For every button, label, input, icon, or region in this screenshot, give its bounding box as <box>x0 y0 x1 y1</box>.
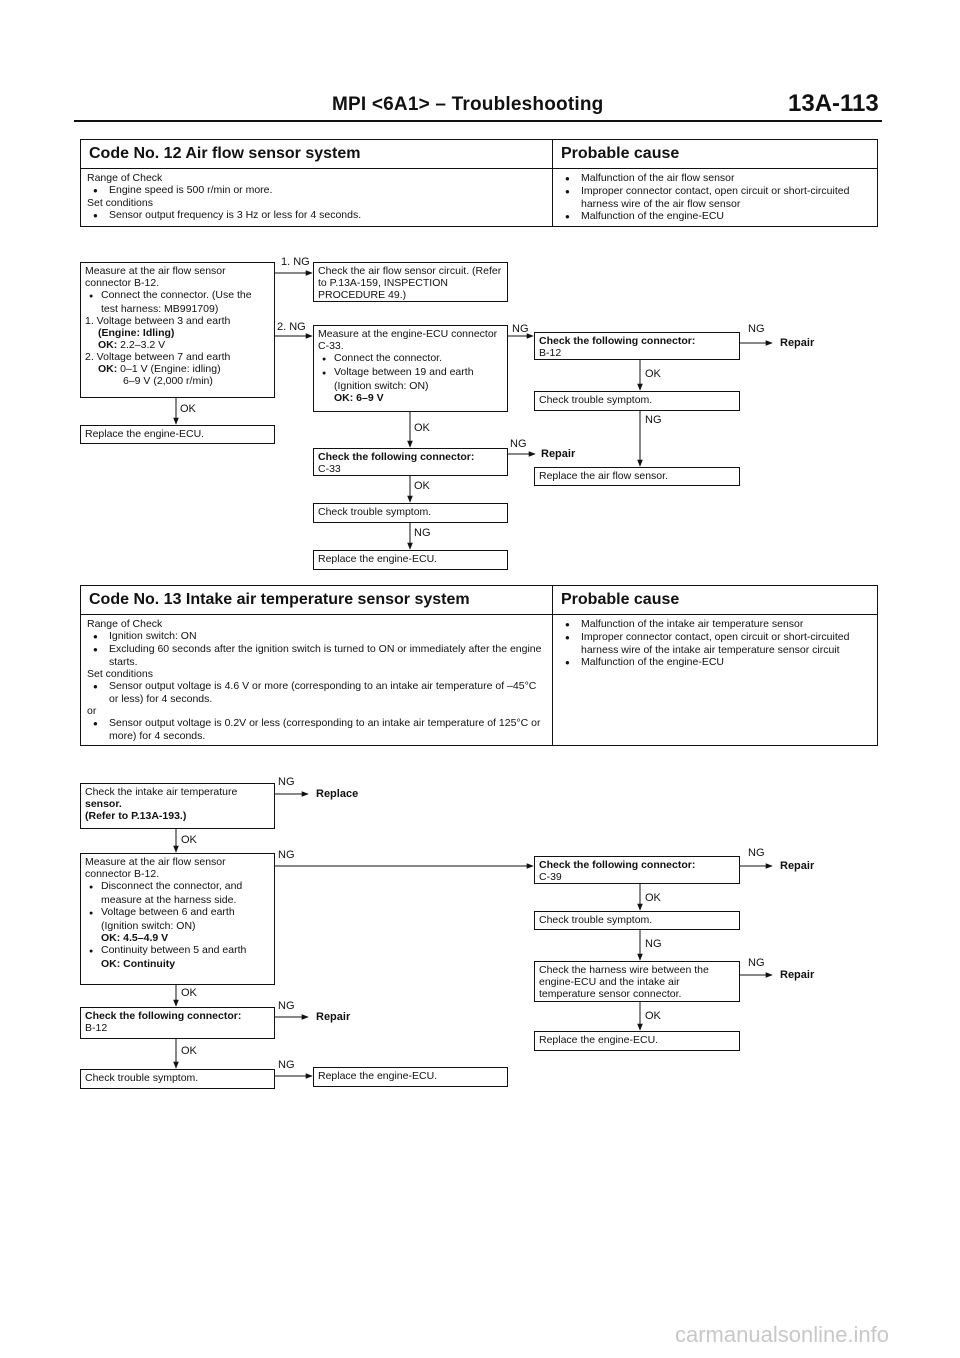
check-iat-text: sensor. <box>85 798 122 810</box>
code12-conditions <box>81 169 553 227</box>
ok-label: OK: <box>98 339 118 351</box>
measure-b12-bullet: ● Connect the connector. (Use the test harness: MB991709) <box>85 289 270 315</box>
check-connector-title: Check the following connector: <box>539 859 696 871</box>
measure-b12-item2-ok2: 6–9 V (2,000 r/min) <box>123 375 213 387</box>
measure-c33-ok: 6–9 V <box>356 392 384 404</box>
code13-or: or <box>87 705 97 717</box>
measure-c33-bullet: ● Voltage between 19 and earth <box>318 366 503 380</box>
branch-label: 1. NG <box>281 256 310 268</box>
code13-set-item: ● Sensor output voltage is 4.6 V or more (corresponding to an intake air temperature of –45°C or less) for 4 seconds. <box>87 680 546 705</box>
measure-b12-item1: 1. Voltage between 3 and earth <box>85 315 231 327</box>
measure-b12-item2-ok: 0–1 V (Engine: idling) <box>120 363 221 375</box>
measure-b12-ok2: Continuity <box>123 958 176 970</box>
code12-range-title: Range of Check <box>87 172 163 184</box>
flow12-check-symptom-right: Check trouble symptom. <box>534 391 740 411</box>
flow12-replace-ecu-left: Replace the engine-ECU. <box>80 425 275 444</box>
page-title: MPI <6A1> – Troubleshooting <box>332 94 604 115</box>
branch-label: OK <box>645 892 661 904</box>
branch-label: NG <box>645 414 662 426</box>
code13-set-title: Set conditions <box>87 668 153 680</box>
flow13-replace-ecu-right: Replace the engine-ECU. <box>534 1031 740 1051</box>
code12-set-item: ● Sensor output frequency is 3 Hz or less for 4 seconds. <box>87 209 546 222</box>
branch-label: OK <box>180 403 196 415</box>
branch-label: OK <box>181 1045 197 1057</box>
branch-label: NG <box>278 1000 295 1012</box>
code13-cause-item: ● Malfunction of the engine-ECU <box>559 656 871 669</box>
code12-cause-item: ● Malfunction of the engine-ECU <box>559 210 871 223</box>
code13-range-title: Range of Check <box>87 618 163 630</box>
measure-b12-ok: 4.5–4.9 V <box>123 932 169 944</box>
replace-action: Replace <box>316 788 359 800</box>
code13-causes <box>553 615 878 746</box>
code13-range-item: ● Ignition switch: ON <box>87 630 546 643</box>
repair-action: Repair <box>780 969 815 981</box>
flow12-check-c33-box <box>313 448 508 476</box>
check-connector-title: Check the following connector: <box>318 451 475 463</box>
code13-conditions <box>81 615 553 746</box>
branch-label: OK <box>645 368 661 380</box>
measure-b12-bullet: ● Continuity between 5 and earth <box>85 944 270 958</box>
code12-causes <box>553 169 878 227</box>
branch-label: OK <box>414 480 430 492</box>
branch-label: NG <box>278 776 295 788</box>
measure-b12-cond: (Ignition switch: ON) <box>101 920 196 932</box>
flow13-check-harness-box: Check the harness wire between the engine-ECU and the intake air temperature sensor connector. <box>534 961 740 1002</box>
branch-label: NG <box>278 1059 295 1071</box>
flow12-check-symptom-mid: Check trouble symptom. <box>313 503 508 523</box>
check-connector-id: B-12 <box>85 1022 108 1034</box>
flow13-replace-ecu-bottom: Replace the engine-ECU. <box>313 1067 508 1087</box>
measure-c33-text: Measure at the engine-ECU connector C-33. <box>318 328 498 352</box>
repair-action: Repair <box>316 1011 351 1023</box>
branch-label: NG <box>510 438 527 450</box>
code13-table <box>80 585 878 746</box>
branch-label: NG <box>748 957 765 969</box>
code12-table <box>80 139 878 227</box>
code13-range-item: ● Excluding 60 seconds after the ignition switch is turned to ON or immediately after the engine starts. <box>87 643 546 668</box>
code13-cause-title: Probable cause <box>553 586 878 615</box>
header-rule <box>74 120 882 122</box>
code12-cause-item: ● Improper connector contact, open circuit or short-circuited harness wire of the air flow sensor <box>559 185 871 210</box>
repair-action: Repair <box>541 448 576 460</box>
flow13-measure-b12-box <box>80 853 275 985</box>
check-connector-id: C-39 <box>539 871 562 883</box>
code13-cause-item: ● Improper connector contact, open circuit or short-circuited harness wire of the intake air temperature sensor circuit <box>559 631 871 656</box>
branch-label: NG <box>645 938 662 950</box>
measure-c33-bullet: ● Connect the connector. <box>318 352 503 366</box>
flow12-check-circuit-box: Check the air flow sensor circuit. (Refer to P.13A-159, INSPECTION PROCEDURE 49.) <box>313 262 508 302</box>
ok-label: OK: <box>334 392 354 404</box>
flow12-check-b12-box <box>534 332 740 360</box>
measure-c33-cond: (Ignition switch: ON) <box>334 380 429 392</box>
code13-cause-item: ● Malfunction of the intake air temperature sensor <box>559 618 871 631</box>
measure-b12-bullet: ● Disconnect the connector, and measure at the harness side. <box>85 880 270 906</box>
branch-label: OK <box>181 834 197 846</box>
check-iat-text: Check the intake air temperature <box>85 786 238 798</box>
code12-cause-item: ● Malfunction of the air flow sensor <box>559 172 871 185</box>
flow12-replace-ecu-mid: Replace the engine-ECU. <box>313 550 508 570</box>
flow13-check-symptom-left: Check trouble symptom. <box>80 1069 275 1089</box>
page-number: 13A-113 <box>788 90 879 117</box>
code13-title: Code No. 13 Intake air temperature sensor system <box>81 586 553 615</box>
branch-label: NG <box>748 323 765 335</box>
branch-label: 2. NG <box>277 321 306 333</box>
branch-label: NG <box>414 527 431 539</box>
measure-b12-item2: 2. Voltage between 7 and earth <box>85 351 231 363</box>
code13-set-item: ● Sensor output voltage is 0.2V or less (corresponding to an intake air temperature of 125°C or more) for 4 seconds. <box>87 717 546 742</box>
check-iat-ref: (Refer to P.13A-193.) <box>85 810 187 822</box>
flow12-measure-b12-box <box>80 262 275 398</box>
branch-label: OK <box>181 987 197 999</box>
flow13-check-symptom-right: Check trouble symptom. <box>534 911 740 930</box>
ok-label: OK: <box>101 958 121 970</box>
measure-b12-text: Measure at the air flow sensor connector B-12. <box>85 265 226 289</box>
code12-cause-title: Probable cause <box>553 140 878 169</box>
check-connector-title: Check the following connector: <box>539 335 696 347</box>
measure-b12-item1-cond: (Engine: Idling) <box>98 327 175 339</box>
branch-label: OK <box>645 1010 661 1022</box>
watermark: carmanualsonline.info <box>675 1322 890 1347</box>
code12-set-title: Set conditions <box>87 197 153 209</box>
ok-label: OK: <box>98 363 118 375</box>
branch-label: OK <box>414 422 430 434</box>
flow12-replace-afs: Replace the air flow sensor. <box>534 467 740 486</box>
measure-b12-bullet: ● Voltage between 6 and earth <box>85 906 270 920</box>
check-connector-id: C-33 <box>318 463 341 475</box>
flow12-measure-c33-box <box>313 325 508 412</box>
branch-label: NG <box>278 849 295 861</box>
measure-b12-item1-ok: 2.2–3.2 V <box>120 339 166 351</box>
measure-b12-text: Measure at the air flow sensor connector B-12. <box>85 856 226 880</box>
flow13-check-iat-box <box>80 783 275 829</box>
repair-action: Repair <box>780 337 815 349</box>
code12-range-item: ● Engine speed is 500 r/min or more. <box>87 184 546 197</box>
repair-action: Repair <box>780 860 815 872</box>
check-connector-title: Check the following connector: <box>85 1010 242 1022</box>
branch-label: NG <box>748 847 765 859</box>
branch-label: NG <box>512 323 529 335</box>
flow13-check-b12-box <box>80 1007 275 1039</box>
flow13-check-c39-box <box>534 856 740 884</box>
code12-title: Code No. 12 Air flow sensor system <box>81 140 553 169</box>
ok-label: OK: <box>101 932 121 944</box>
check-connector-id: B-12 <box>539 347 562 359</box>
